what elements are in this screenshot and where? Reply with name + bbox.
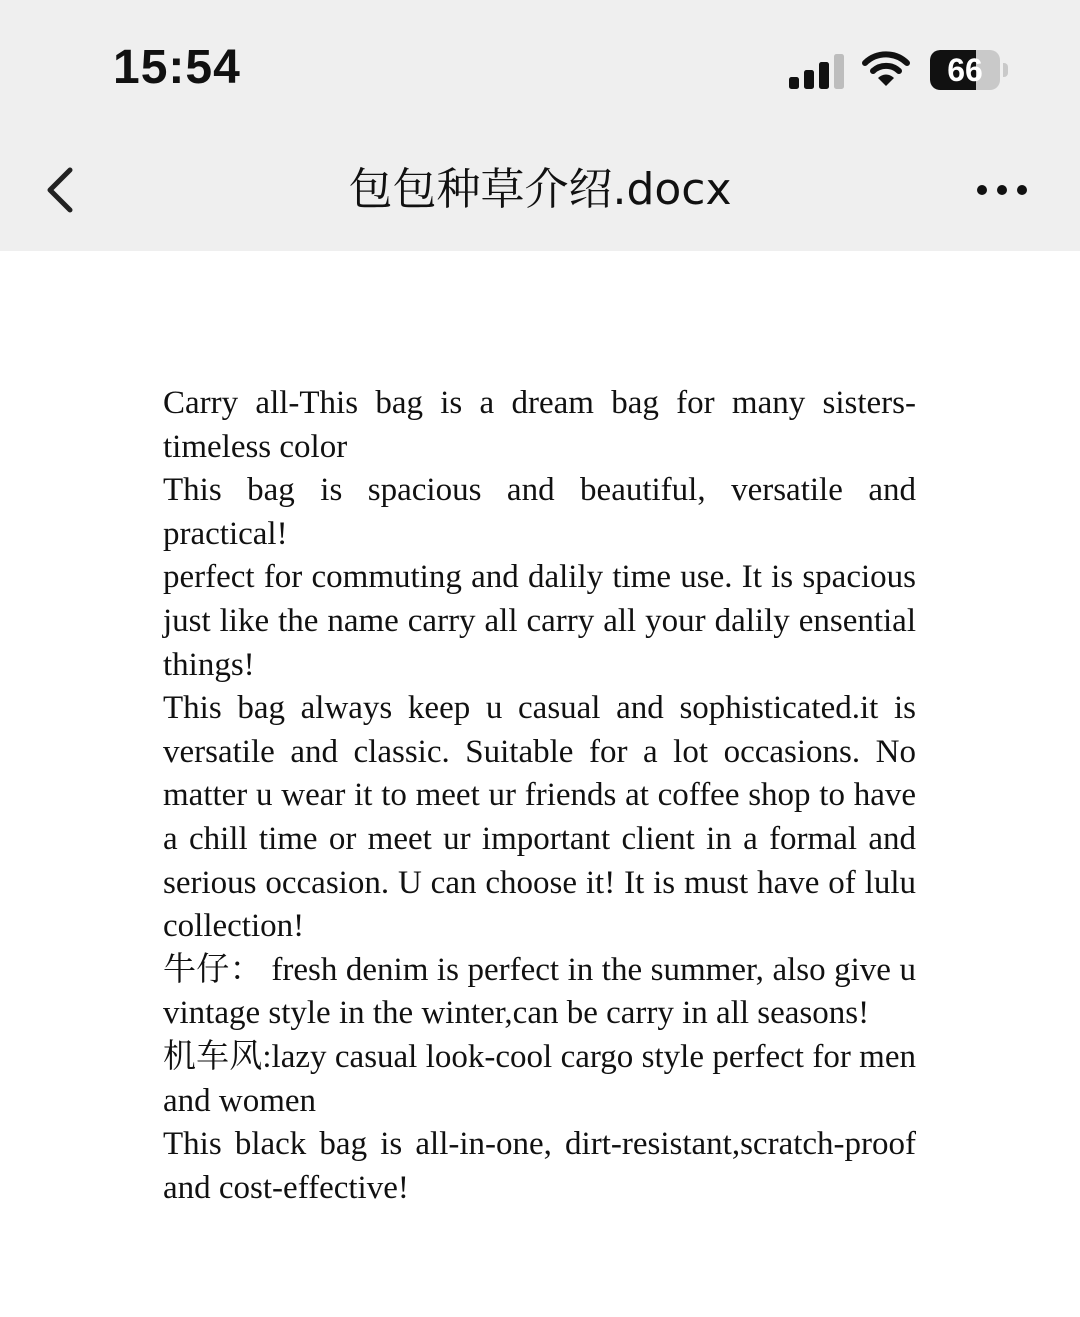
battery-body (930, 50, 1000, 90)
signal-icon (789, 53, 845, 89)
top-bar (0, 0, 1080, 251)
paragraph: This bag always keep u casual and sophisticated.it is versatile and classic. Suitable for a lot occasions. No matter u wear it to meet ur friends at coffee shop to have a chill time or meet ur important client in a formal and serious occasion. U can choose it! It is must have of lulu collection! (163, 690, 916, 945)
document-body (163, 382, 916, 1210)
battery-level: 66 (947, 52, 983, 88)
more-button[interactable] (970, 170, 1034, 210)
battery-cap (1003, 63, 1008, 77)
paragraph: This bag is spacious and beautiful, versatile and practical! (163, 472, 916, 552)
paragraph: perfect for commuting and dalily time use. It is spacious just like the name carry all carry all your dalily ensential things! (163, 559, 916, 683)
more-horizontal-icon (970, 170, 1034, 210)
paragraph: 机车风:lazy casual look-cool cargo style perfect for men and women (163, 1038, 916, 1119)
status-time: 15:54 (113, 41, 241, 94)
paragraph: 牛仔： fresh denim is perfect in the summer, also give u vintage style in the winter,can be carry in all seasons! (163, 951, 916, 1032)
paragraph: This black bag is all-in-one, dirt-resistant,scratch-proof and cost-effective! (163, 1126, 916, 1206)
paragraph: Carry all-This bag is a dream bag for many sisters-timeless color (163, 385, 916, 465)
document-title: 包包种草介绍.docx (348, 164, 732, 215)
wifi-icon (862, 50, 910, 88)
battery-icon (930, 50, 1010, 90)
